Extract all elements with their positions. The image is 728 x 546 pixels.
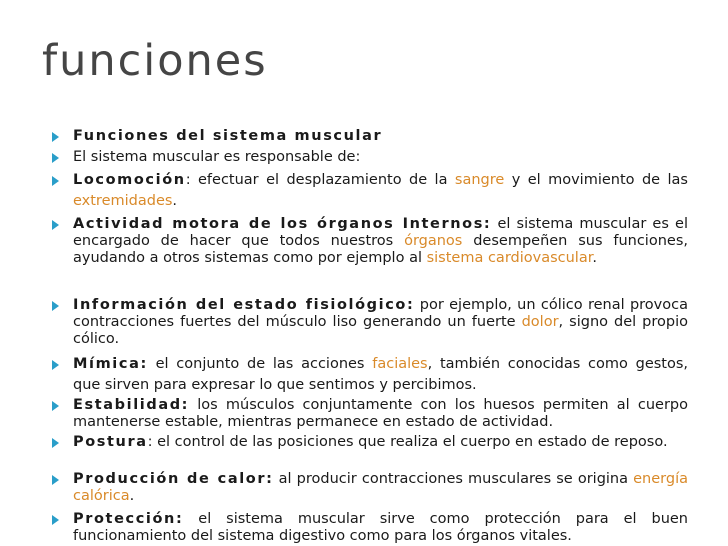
item-heading: Funciones del sistema muscular	[73, 128, 383, 144]
list-item: Protección: el sistema muscular sirve como protección para el buen funcionamiento del sistema digestivo como para los órganos vitales.	[52, 511, 688, 545]
list-item	[52, 149, 688, 166]
list-item: Postura: el control de las posiciones que realiza el cuerpo en estado de reposo.	[52, 434, 688, 451]
bullet-arrow-icon	[52, 515, 59, 525]
bullet-arrow-icon	[52, 153, 59, 163]
list-item: Actividad motora de los órganos Internos: el sistema muscular es el encargado de hacer que todos nuestros órganos desempeñen sus funciones, ayudando a otros sistemas como por ejemplo al sistema cardiovascular.	[52, 216, 688, 267]
item-heading: Actividad motora de los órganos Internos:	[73, 216, 492, 232]
bullet-arrow-icon	[52, 401, 59, 411]
bullet-arrow-icon	[52, 438, 59, 448]
link-energia-calorica[interactable]: energía calórica	[73, 471, 688, 504]
bullet-arrow-icon	[52, 132, 59, 142]
list-item: Producción de calor: al producir contracciones musculares se origina energía calórica.	[52, 471, 688, 505]
item-heading: Producción de calor:	[73, 471, 274, 487]
item-heading: Postura	[73, 434, 148, 450]
list-item	[52, 128, 688, 145]
bullet-arrow-icon	[52, 475, 59, 485]
link-faciales[interactable]: faciales	[372, 356, 428, 372]
bullet-arrow-icon	[52, 176, 59, 186]
item-heading: Mímica:	[73, 356, 148, 372]
link-sangre[interactable]: sangre	[454, 172, 505, 188]
list-item: Estabilidad: los músculos conjuntamente con los huesos permiten al cuerpo mantenerse estable, mientras permanece en estado de actividad.	[52, 397, 688, 431]
item-heading: Estabilidad:	[73, 397, 190, 413]
link-organos[interactable]: órganos	[404, 233, 463, 249]
item-text: El sistema muscular es responsable de:	[73, 149, 361, 165]
bullet-arrow-icon	[52, 301, 59, 311]
item-heading: Protección:	[73, 511, 184, 527]
link-sistema-cardiovascular[interactable]: sistema cardiovascular	[426, 250, 593, 266]
bullet-arrow-icon	[52, 220, 59, 230]
slide-title: funciones	[42, 36, 268, 86]
list-item: Información del estado fisiológico: por ejemplo, un cólico renal provoca contracciones fuertes del músculo liso generando un fuerte dolor, signo del propio cólico.	[52, 297, 688, 348]
list-item: Locomoción: efectuar el desplazamiento de la sangre y el movimiento de las extremidades.	[52, 170, 688, 212]
link-extremidades[interactable]: extremidades	[73, 193, 173, 209]
item-heading: Información del estado fisiológico:	[73, 297, 415, 313]
bullet-arrow-icon	[52, 360, 59, 370]
link-dolor[interactable]: dolor	[521, 314, 559, 330]
item-heading: Locomoción	[73, 172, 186, 188]
list-item: Mímica: el conjunto de las acciones faciales, también conocidas como gestos, que sirven para expresar lo que sentimos y percibimos.	[52, 354, 688, 396]
